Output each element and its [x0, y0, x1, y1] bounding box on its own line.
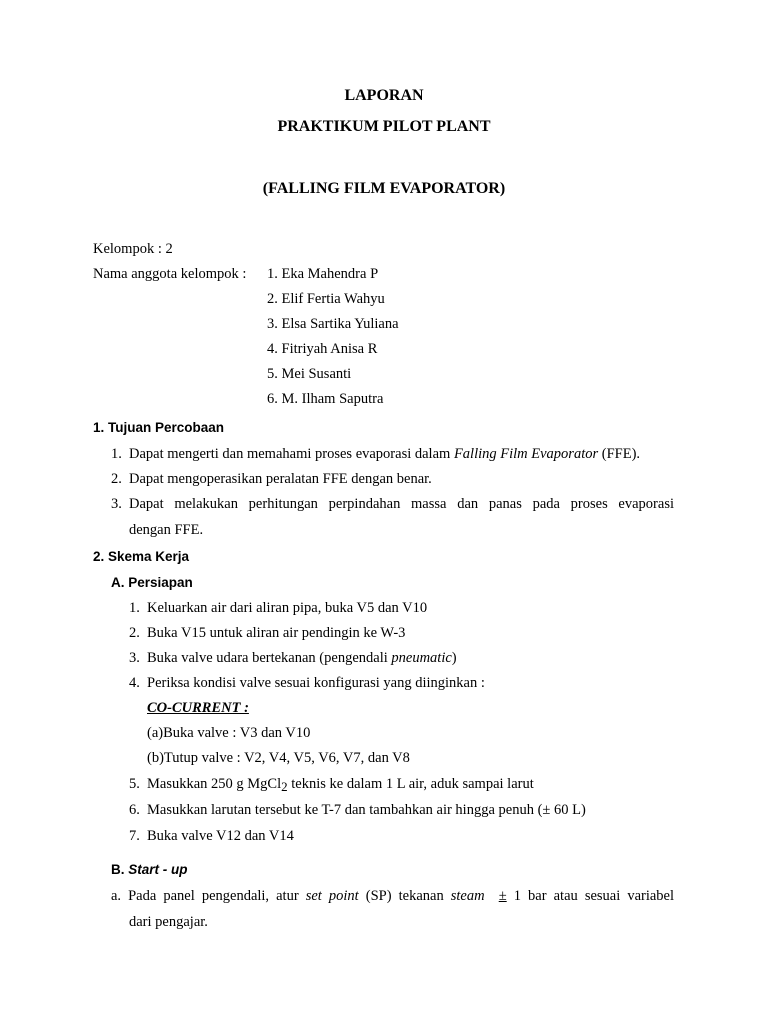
prep-4-text: Periksa kondisi valve sesuai konfigurasi yang diinginkan :: [147, 675, 485, 691]
section2-heading: 2. Skema Kerja: [93, 549, 190, 564]
prep-3-num: 3.: [129, 650, 140, 666]
title-ffe: (FALLING FILM EVAPORATOR): [262, 180, 506, 197]
prep-3-text: Buka valve udara bertekanan (pengendali pneumatic): [147, 650, 457, 666]
startup-a-line1: a. Pada panel pengendali, atur set point (SP) tekanan steam ± 1 bar atau sesuai variabel: [111, 888, 675, 904]
cocurrent-open-valves: (a)Buka valve : V3 dan V10: [147, 725, 311, 741]
member-4: 4. Fitriyah Anisa R: [267, 341, 378, 357]
prep-4-num: 4.: [129, 675, 140, 691]
prep-6-text: Masukkan larutan tersebut ke T-7 dan tambahkan air hingga penuh (± 60 L): [147, 802, 586, 818]
objective-3-text-line2: dengan FFE.: [129, 522, 204, 538]
group-number: Kelompok : 2: [93, 241, 173, 257]
objective-1-text: Dapat mengerti dan memahami proses evaporasi dalam Falling Film Evaporator (FFE).: [129, 446, 641, 462]
prep-7-num: 7.: [129, 828, 140, 844]
startup-a-line2: dari pengajar.: [129, 914, 208, 930]
prep-2-num: 2.: [129, 625, 140, 641]
prep-7-text: Buka valve V12 dan V14: [147, 828, 294, 844]
prep-5-text: Masukkan 250 g MgCl2 teknis ke dalam 1 L air, aduk sampai larut: [147, 776, 534, 794]
members-label: Nama anggota kelompok :: [93, 266, 247, 282]
member-5: 5. Mei Susanti: [267, 366, 352, 382]
prep-6-num: 6.: [129, 802, 140, 818]
prep-1-text: Keluarkan air dari aliran pipa, buka V5 dan V10: [147, 600, 428, 616]
prep-1-num: 1.: [129, 600, 140, 616]
subsection-a-heading: A. Persiapan: [111, 575, 193, 590]
objective-2-text: Dapat mengoperasikan peralatan FFE dengan benar.: [129, 471, 432, 487]
cocurrent-close-valves: (b)Tutup valve : V2, V4, V5, V6, V7, dan V8: [147, 750, 410, 766]
member-2: 2. Elif Fertia Wahyu: [267, 291, 385, 307]
section1-heading: 1. Tujuan Percobaan: [93, 420, 225, 435]
objective-1-num: 1.: [111, 446, 122, 462]
title-praktikum: PRAKTIKUM PILOT PLANT: [277, 118, 491, 135]
cocurrent-label: CO-CURRENT :: [147, 700, 249, 716]
objective-2-num: 2.: [111, 471, 122, 487]
subsection-b-heading: B. Start - up: [111, 862, 188, 877]
title-laporan: LAPORAN: [344, 87, 424, 104]
member-1: 1. Eka Mahendra P: [267, 266, 379, 282]
prep-2-text: Buka V15 untuk aliran air pendingin ke W-3: [147, 625, 406, 641]
prep-5-num: 5.: [129, 776, 140, 792]
objective-3-num: 3.: [111, 496, 122, 512]
member-6: 6. M. Ilham Saputra: [267, 391, 384, 407]
member-3: 3. Elsa Sartika Yuliana: [267, 316, 399, 332]
objective-3-text-line1: Dapat melakukan perhitungan perpindahan massa dan panas pada proses evaporasi: [129, 496, 674, 512]
